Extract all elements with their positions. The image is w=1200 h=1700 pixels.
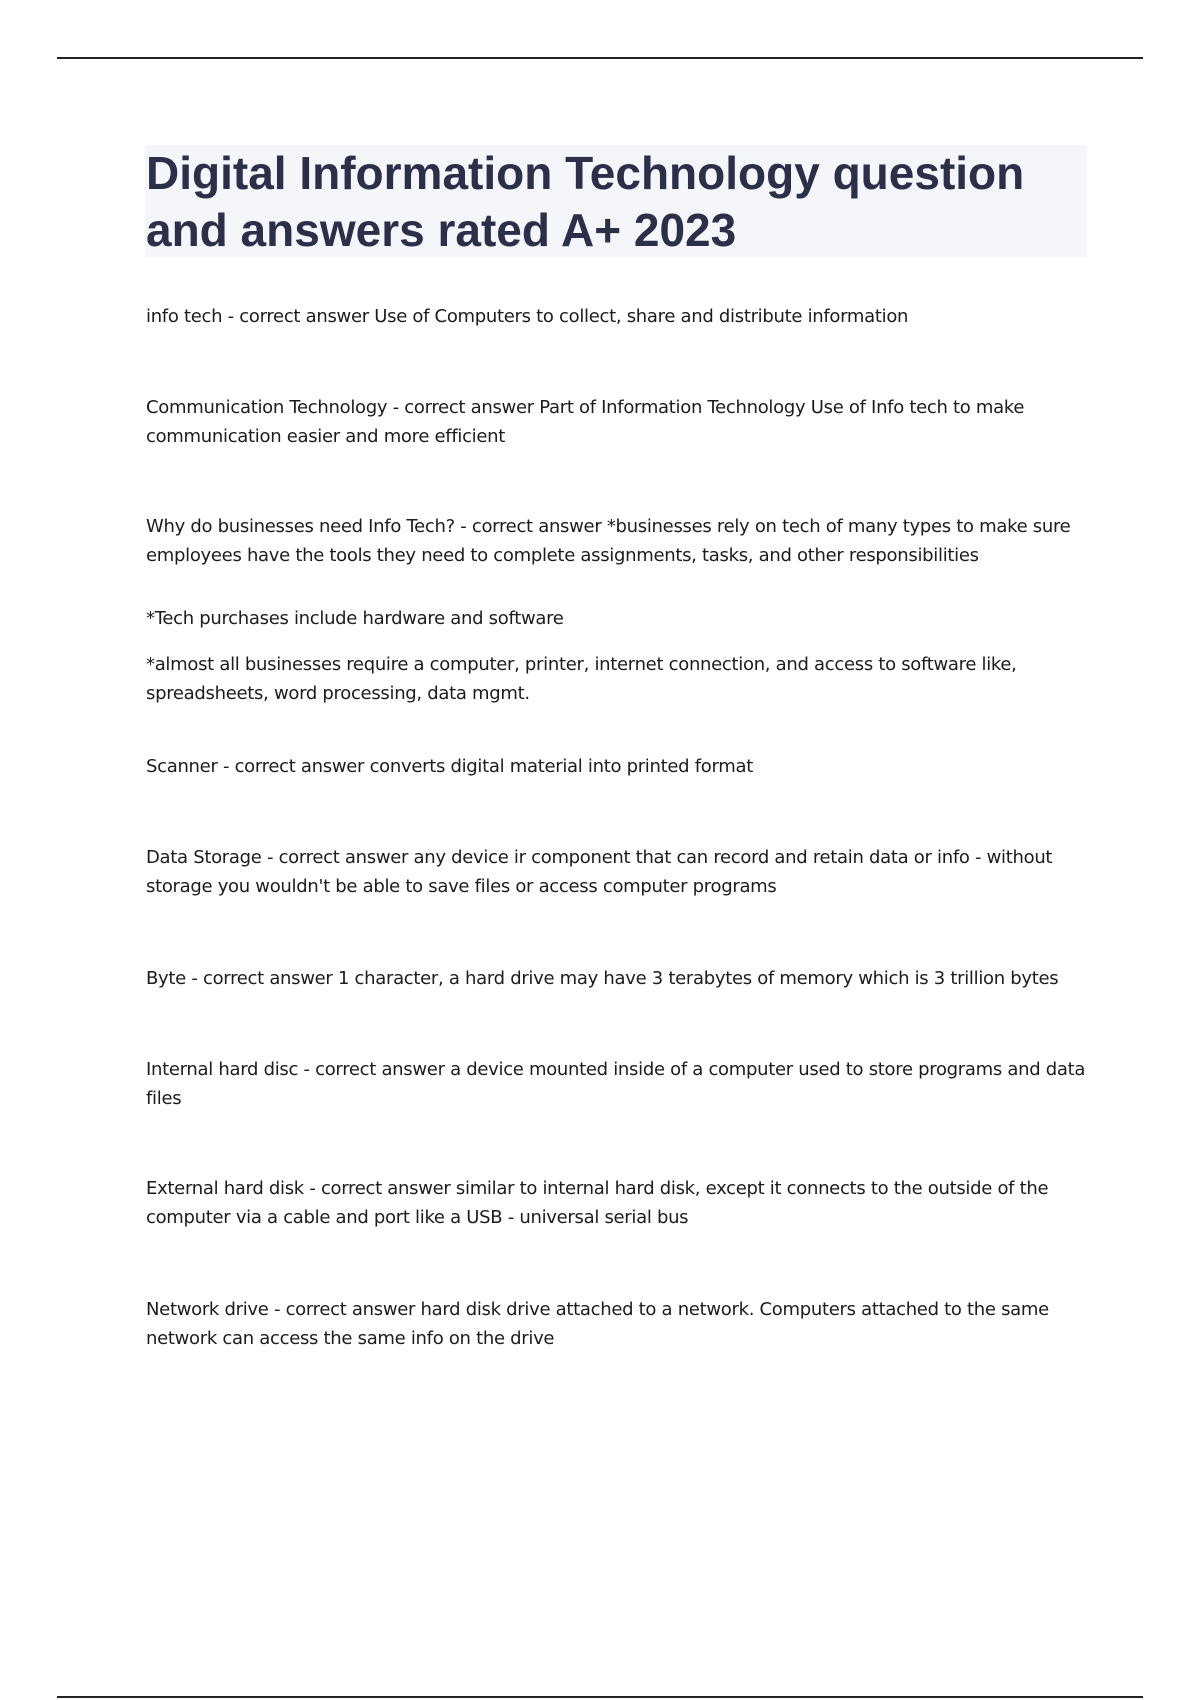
page-title-line-1: Digital Information Technology question [146, 147, 1025, 199]
qa-entry-scanner [146, 752, 1086, 781]
qa-entry-text: Byte - correct answer 1 character, a hard drive may have 3 terabytes of memory which is 3 trillion bytes [146, 968, 1059, 989]
qa-entry-text: External hard disk - correct answer similar to internal hard disk, except it connects to the outside of the computer via a cable and port like a USB - universal serial bus [146, 1178, 1049, 1228]
qa-entry-external-hard-disk [146, 1174, 1086, 1232]
qa-entry-text: *almost all businesses require a computer, printer, internet connection, and access to software like, spreadsheets, word processing, data mgmt. [146, 654, 1017, 704]
qa-entry-communication-technology [146, 393, 1086, 451]
qa-entry-internal-hard-disc [146, 1055, 1086, 1113]
qa-entry-data-storage [146, 843, 1086, 901]
qa-entry-text: Internal hard disc - correct answer a device mounted inside of a computer used to store programs and data files [146, 1059, 1086, 1109]
qa-entry-text: Scanner - correct answer converts digital material into printed format [146, 756, 753, 777]
top-divider [57, 57, 1143, 59]
page-title-line-2: and answers rated A+ 2023 [146, 204, 737, 256]
qa-entry-text: *Tech purchases include hardware and software [146, 608, 564, 629]
qa-entry-info-tech [146, 302, 1086, 331]
qa-entry-almost-all-businesses [146, 632, 1086, 726]
qa-entry-text: Communication Technology - correct answer Part of Information Technology Use of Info tech to make communication easier and more efficient [146, 397, 1025, 447]
qa-entry-text: Network drive - correct answer hard disk drive attached to a network. Computers attached to the same network can access the same info on the drive [146, 1299, 1049, 1349]
qa-entry-text: info tech - correct answer Use of Computers to collect, share and distribute information [146, 306, 909, 327]
qa-entry-network-drive [146, 1295, 1086, 1353]
qa-entry-text: Data Storage - correct answer any device ir component that can record and retain data or info - without storage you wouldn't be able to save files or access computer programs [146, 847, 1053, 897]
bottom-divider [57, 1696, 1143, 1698]
qa-entry-why-businesses-need-info-tech [146, 512, 1086, 570]
qa-entry-byte [146, 964, 1086, 993]
qa-entry-text: Why do businesses need Info Tech? - correct answer *businesses rely on tech of many types to make sure employees have the tools they need to complete assignments, tasks, and other responsibilities [146, 516, 1071, 566]
page-title [146, 145, 1086, 259]
